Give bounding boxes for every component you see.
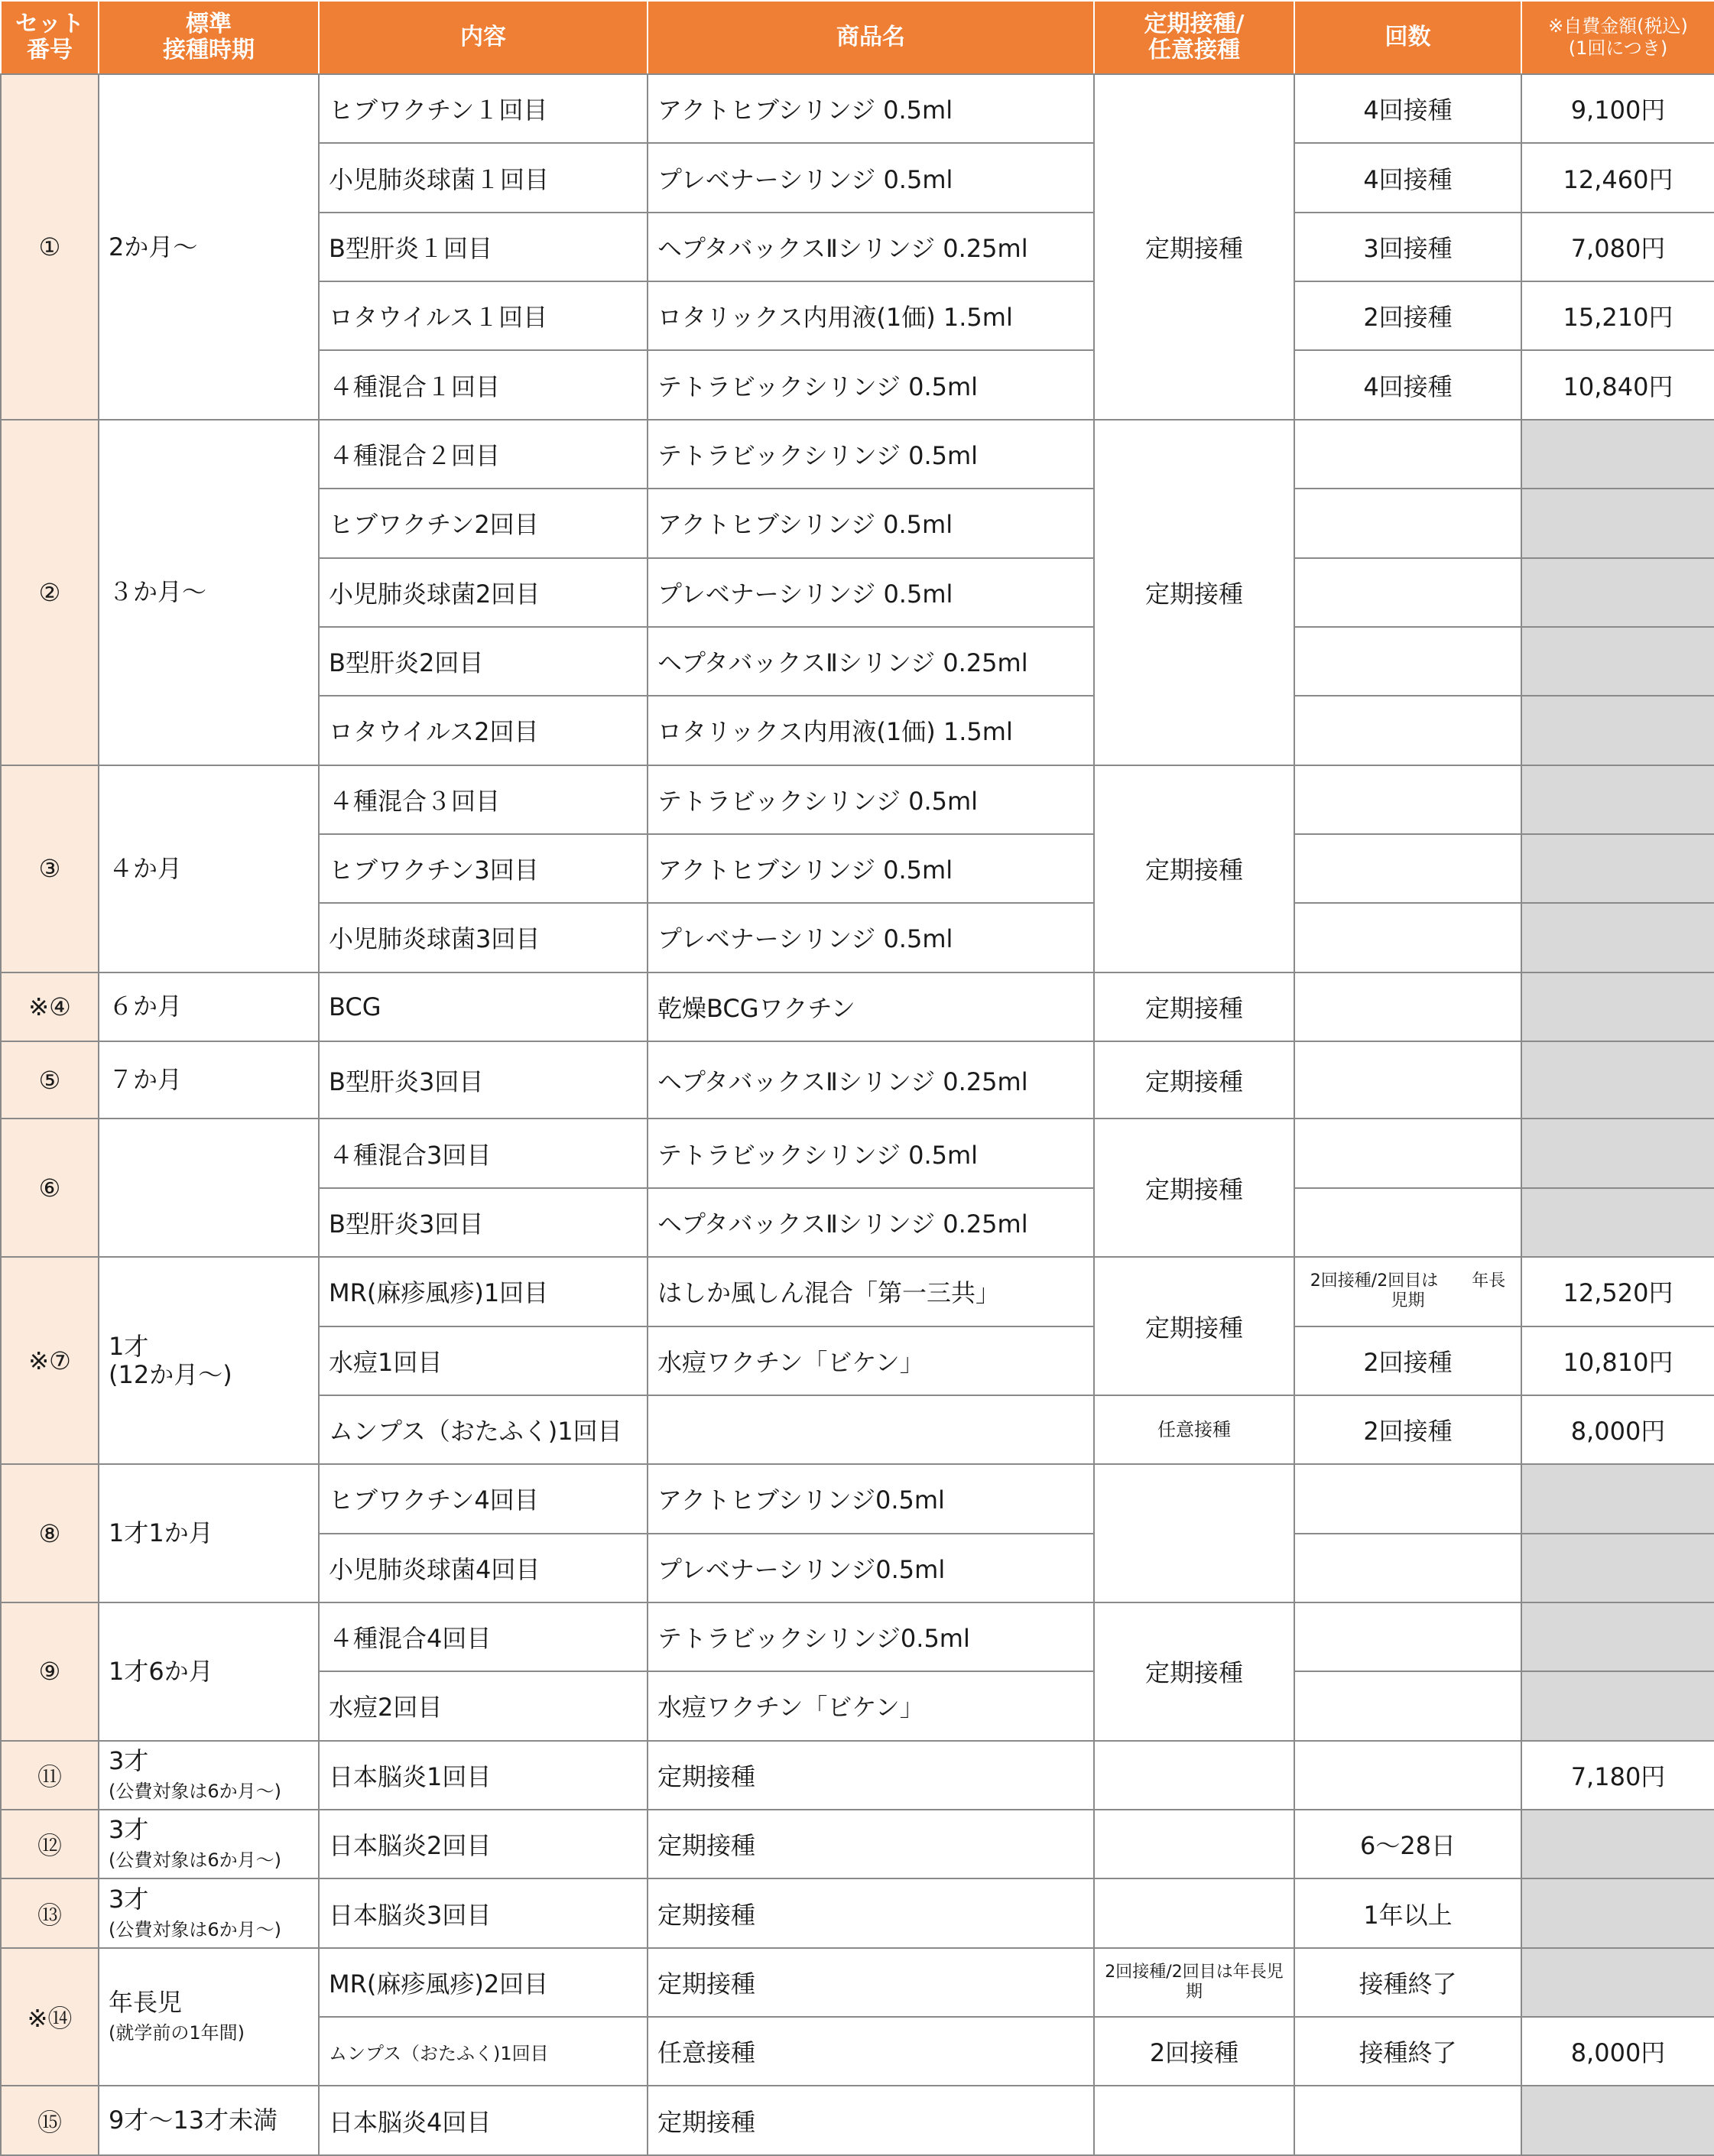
count-cell [1294,1041,1521,1119]
product-cell: テトラビックシリンジ 0.5ml [648,350,1094,419]
product-cell: プレベナーシリンジ 0.5ml [648,143,1094,212]
content-cell: 小児肺炎球菌3回目 [319,903,648,972]
set-number: ⑮ [1,2086,99,2155]
price-cell-empty [1521,1041,1714,1119]
count-cell [1294,1119,1521,1187]
price-cell-empty [1521,1464,1714,1533]
count-cell: 2回接種 [1294,281,1521,350]
content-cell: MR(麻疹風疹)2回目 [319,1948,648,2017]
type-cell: 任意接種 [1094,1395,1294,1464]
timing-cell [99,1741,319,1810]
count-cell: 2回接種/2回目は 年長児期 [1294,1257,1521,1326]
price-cell: 12,520円 [1521,1257,1714,1326]
header-product: 商品名 [648,1,1094,74]
count-cell [1294,1602,1521,1671]
set-number: ⑤ [1,1041,99,1119]
product-cell: 定期接種 [648,1948,1094,2017]
count-cell [1294,696,1521,765]
product-cell: はしか風しん混合「第一三共」 [648,1257,1094,1326]
timing-cell: 2か月～ [99,74,319,420]
content-cell: B型肝炎3回目 [319,1188,648,1257]
product-cell: プレベナーシリンジ 0.5ml [648,558,1094,627]
timing-cell: 9才～13才未満 [99,2086,319,2155]
content-cell: 日本脳炎1回目 [319,1741,648,1810]
timing-sub: (公費対象は6か月～) [109,1849,281,1872]
product-cell: 定期接種 [648,1810,1094,1878]
table-row [1,1602,1714,1671]
content-cell: ４種混合３回目 [319,765,648,834]
price-cell-empty [1521,1810,1714,1878]
table-row [1,1878,1714,1947]
type-cell [1094,1464,1294,1602]
product-cell: 定期接種 [648,1878,1094,1947]
timing-main: 3才 [109,1746,149,1776]
timing-cell [99,1948,319,2086]
timing-main: 年長児 [109,1988,183,2018]
count-cell: 2回接種 [1294,1326,1521,1395]
product-cell: テトラビックシリンジ0.5ml [648,1602,1094,1671]
header-price: ※自費金額(税込) (1回につき) [1521,1,1714,74]
type-cell: 定期接種 [1094,1602,1294,1741]
count-cell: 接種終了 [1294,2017,1521,2086]
timing-main: 3才 [109,1884,149,1914]
count-cell [1294,834,1521,903]
price-cell-empty [1521,2086,1714,2155]
product-cell: 定期接種 [648,1741,1094,1810]
product-cell: 水痘ワクチン「ビケン」 [648,1326,1094,1395]
set-number: ※④ [1,972,99,1041]
count-cell [1294,627,1521,696]
product-cell: プレベナーシリンジ 0.5ml [648,903,1094,972]
type-cell: 定期接種 [1094,1257,1294,1395]
set-number: ③ [1,765,99,972]
product-cell: アクトヒブシリンジ 0.5ml [648,489,1094,557]
set-number: ⑧ [1,1464,99,1602]
content-cell: 水痘2回目 [319,1671,648,1740]
product-cell: ヘプタバックスⅡシリンジ 0.25ml [648,213,1094,281]
type-cell: 定期接種 [1094,74,1294,420]
table-row [1,420,1714,489]
set-number: ⑨ [1,1602,99,1741]
header-count: 回数 [1294,1,1521,74]
price-cell: 7,180円 [1521,1741,1714,1810]
price-cell: 9,100円 [1521,74,1714,143]
content-cell: ４種混合１回目 [319,350,648,419]
product-cell: アクトヒブシリンジ 0.5ml [648,834,1094,903]
timing-cell: ６か月 [99,972,319,1041]
timing-cell [99,1119,319,1257]
content-cell: ヒブワクチン3回目 [319,834,648,903]
count-cell [1294,2086,1521,2155]
content-cell: ４種混合3回目 [319,1119,648,1187]
timing-cell: ７か月 [99,1041,319,1119]
product-cell: プレベナーシリンジ0.5ml [648,1534,1094,1602]
price-cell: 10,840円 [1521,350,1714,419]
count-cell [1294,1534,1521,1602]
set-number: ① [1,74,99,420]
content-cell: ロタウイルス2回目 [319,696,648,765]
content-cell: 水痘1回目 [319,1326,648,1395]
product-cell: ヘプタバックスⅡシリンジ 0.25ml [648,1188,1094,1257]
table-row [1,972,1714,1041]
table-row [1,2086,1714,2155]
type-cell: 定期接種 [1094,1041,1294,1119]
count-cell: 4回接種 [1294,143,1521,212]
timing-sub: (公費対象は6か月～) [109,1780,281,1802]
price-cell: 8,000円 [1521,2017,1714,2086]
set-number: ⑪ [1,1741,99,1810]
timing-cell: 1才6か月 [99,1602,319,1741]
price-cell: 12,460円 [1521,143,1714,212]
set-number: ② [1,420,99,765]
header-set-number: セット 番号 [1,1,99,74]
content-cell: B型肝炎2回目 [319,627,648,696]
product-cell: アクトヒブシリンジ 0.5ml [648,74,1094,143]
table-row [1,1948,1714,2017]
count-cell: 4回接種 [1294,350,1521,419]
product-cell: ヘプタバックスⅡシリンジ 0.25ml [648,627,1094,696]
price-cell-empty [1521,765,1714,834]
type-cell: 定期接種 [1094,1119,1294,1257]
set-number: ⑫ [1,1810,99,1878]
content-cell: ４種混合4回目 [319,1602,648,1671]
timing-sub: (公費対象は6か月～) [109,1918,281,1940]
price-cell: 7,080円 [1521,213,1714,281]
count-cell [1294,1188,1521,1257]
set-number: ⑬ [1,1878,99,1947]
product-cell: ヘプタバックスⅡシリンジ 0.25ml [648,1041,1094,1119]
product-cell: テトラビックシリンジ 0.5ml [648,765,1094,834]
product-cell: テトラビックシリンジ 0.5ml [648,1119,1094,1187]
timing-cell: ３か月～ [99,420,319,765]
count-cell [1294,420,1521,489]
set-number: ⑥ [1,1119,99,1257]
table-row [1,765,1714,834]
count-cell: 4回接種 [1294,74,1521,143]
table-row [1,1464,1714,1533]
price-cell: 15,210円 [1521,281,1714,350]
count-cell [1294,489,1521,557]
table-row [1,1041,1714,1119]
content-cell: B型肝炎１回目 [319,213,648,281]
count-cell [1294,558,1521,627]
timing-sub: (就学前の1年間) [109,2022,245,2044]
header-type: 定期接種/ 任意接種 [1094,1,1294,74]
price-cell-empty [1521,834,1714,903]
count-cell: 2回接種 [1294,1395,1521,1464]
price-cell: 10,810円 [1521,1326,1714,1395]
price-cell-empty [1521,972,1714,1041]
type-cell [1094,1878,1294,1947]
content-cell: MR(麻疹風疹)1回目 [319,1257,648,1326]
type-cell: 2回接種 [1094,2017,1294,2086]
table-row [1,74,1714,143]
content-cell: BCG [319,972,648,1041]
type-cell [1094,1741,1294,1810]
product-cell: 任意接種 [648,2017,1094,2086]
content-cell: 日本脳炎4回目 [319,2086,648,2155]
product-cell: テトラビックシリンジ 0.5ml [648,420,1094,489]
product-cell: アクトヒブシリンジ0.5ml [648,1464,1094,1533]
type-cell: 定期接種 [1094,765,1294,972]
price-cell-empty [1521,558,1714,627]
product-cell: ロタリックス内用液(1価) 1.5ml [648,696,1094,765]
price-cell-empty [1521,420,1714,489]
count-cell [1294,765,1521,834]
header-content: 内容 [319,1,648,74]
content-cell: 小児肺炎球菌4回目 [319,1534,648,1602]
content-cell: ムンプス（おたふく)1回目 [319,1395,648,1464]
type-cell: 2回接種/2回目は年長児期 [1094,1948,1294,2017]
table-row [1,1119,1714,1187]
type-cell [1094,2086,1294,2155]
set-number: ※⑭ [1,1948,99,2086]
content-cell: ヒブワクチン4回目 [319,1464,648,1533]
price-cell-empty [1521,489,1714,557]
timing-main: 3才 [109,1815,149,1845]
price-cell-empty [1521,1671,1714,1740]
price-cell-empty [1521,903,1714,972]
content-cell: ロタウイルス１回目 [319,281,648,350]
count-cell: 6～28日 [1294,1810,1521,1878]
content-cell: ムンプス（おたふく)1回目 [319,2017,648,2086]
price-cell-empty [1521,1948,1714,2017]
type-cell: 定期接種 [1094,420,1294,765]
price-cell-empty [1521,1188,1714,1257]
content-cell: ４種混合２回目 [319,420,648,489]
content-cell: 日本脳炎2回目 [319,1810,648,1878]
content-cell: ヒブワクチン2回目 [319,489,648,557]
type-cell [1094,1810,1294,1878]
product-cell: 水痘ワクチン「ビケン」 [648,1671,1094,1740]
price-cell-empty [1521,1534,1714,1602]
price-cell-empty [1521,1602,1714,1671]
product-cell [648,1395,1094,1464]
count-cell: 1年以上 [1294,1878,1521,1947]
price-cell-empty [1521,1119,1714,1187]
content-cell: B型肝炎3回目 [319,1041,648,1119]
product-cell: 定期接種 [648,2086,1094,2155]
content-cell: 小児肺炎球菌2回目 [319,558,648,627]
table-row [1,1741,1714,1810]
table-row [1,1810,1714,1878]
price-cell-empty [1521,696,1714,765]
count-cell: 3回接種 [1294,213,1521,281]
count-cell [1294,1671,1521,1740]
price-cell: 8,000円 [1521,1395,1714,1464]
header-timing: 標準 接種時期 [99,1,319,74]
price-cell-empty [1521,1878,1714,1947]
content-cell: 小児肺炎球菌１回目 [319,143,648,212]
price-cell-empty [1521,627,1714,696]
timing-cell [99,1878,319,1947]
count-cell [1294,1741,1521,1810]
content-cell: 日本脳炎3回目 [319,1878,648,1947]
header-row [1,1,1714,74]
count-cell [1294,1464,1521,1533]
count-cell: 接種終了 [1294,1948,1521,2017]
type-cell: 定期接種 [1094,972,1294,1041]
timing-cell: 1才1か月 [99,1464,319,1602]
count-cell [1294,903,1521,972]
timing-cell: 1才 (12か月～) [99,1257,319,1464]
timing-cell: ４か月 [99,765,319,972]
product-cell: ロタリックス内用液(1価) 1.5ml [648,281,1094,350]
table-row [1,1257,1714,1326]
set-number: ※⑦ [1,1257,99,1464]
product-cell: 乾燥BCGワクチン [648,972,1094,1041]
count-cell [1294,972,1521,1041]
content-cell: ヒブワクチン１回目 [319,74,648,143]
timing-cell [99,1810,319,1878]
